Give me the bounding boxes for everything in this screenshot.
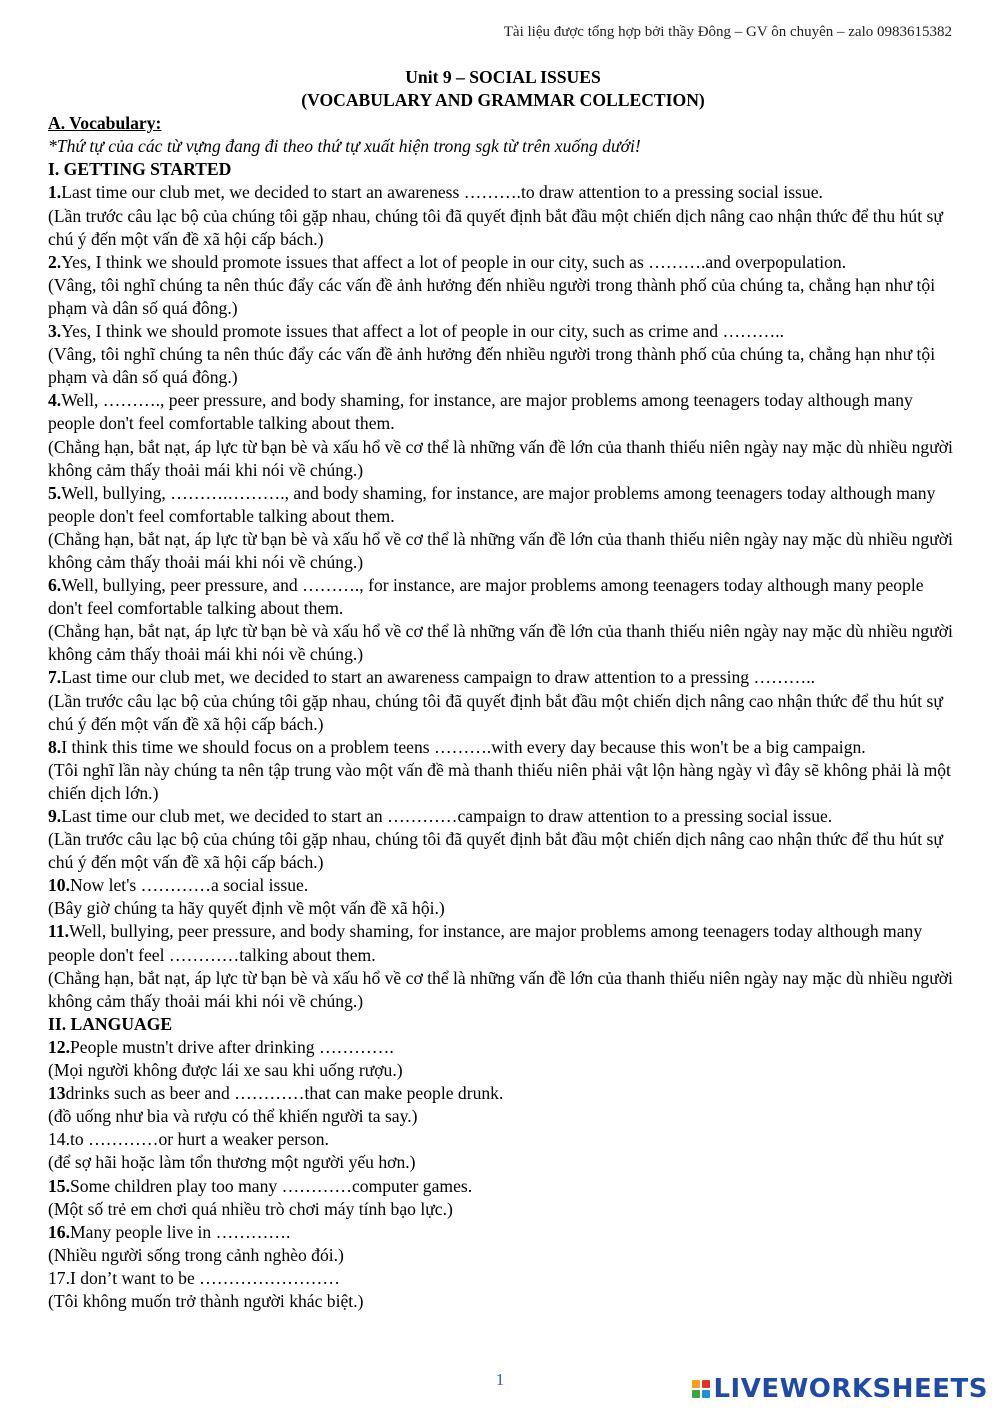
exercise-english: drinks such as beer and …………that can make people drunk. <box>65 1083 504 1104</box>
exercise-number: 4. <box>48 390 62 411</box>
exercise-item <box>48 666 958 735</box>
exercise-translation: (Lần trước câu lạc bộ của chúng tôi gặp nhau, chúng tôi đã quyết định bắt đầu một chiến dịch nâng cao nhận thức để thu hút sự chú ý đến một vấn đề xã hội cấp bách.) <box>48 205 943 249</box>
exercise-translation: (Lần trước câu lạc bộ của chúng tôi gặp nhau, chúng tôi đã quyết định bắt đầu một chiến dịch nâng cao nhận thức để thu hút sự chú ý đến một vấn đề xã hội cấp bách.) <box>48 829 943 873</box>
exercise-english: Last time our club met, we decided to start an awareness campaign to draw attention to a pressing ……….. <box>61 667 816 688</box>
exercise-english: Many people live in …………. <box>70 1221 291 1242</box>
exercise-sentence <box>48 1082 958 1105</box>
exercise-item <box>48 482 958 574</box>
exercise-translation: (Tôi không muốn trở thành người khác biệt.) <box>48 1290 364 1311</box>
exercise-sentence <box>48 736 958 759</box>
exercise-number: 5. <box>48 482 62 503</box>
exercise-sentence <box>48 251 958 274</box>
exercise-item <box>48 251 958 320</box>
exercise-number: 12. <box>48 1036 70 1057</box>
exercise-item <box>48 320 958 389</box>
exercise-number: 10. <box>48 875 70 896</box>
exercise-english: Well, bullying, ……….………., and body shaming, for instance, are major problems among teenagers today although many people don't feel comfortable talking about them. <box>48 482 936 526</box>
exercise-sentence <box>48 389 958 435</box>
exercise-item <box>48 1175 958 1221</box>
exercise-item <box>48 736 958 805</box>
section-a-heading: A. Vocabulary: <box>48 113 162 134</box>
exercise-translation: (Chẳng hạn, bắt nạt, áp lực từ bạn bè và xấu hổ về cơ thể là những vấn đề lớn của thanh thiếu niên ngày nay mặc dù nhiều người không cảm thấy thoải mái khi nói về chúng.) <box>48 436 953 480</box>
exercise-item <box>48 920 958 1012</box>
exercise-sentence <box>48 1128 958 1151</box>
logo-square-1 <box>692 1380 700 1388</box>
exercise-english: Some children play too many …………computer games. <box>70 1175 473 1196</box>
exercise-item <box>48 574 958 666</box>
exercise-item <box>48 1082 958 1128</box>
exercise-english: I don’t want to be …………………… <box>70 1267 340 1288</box>
logo-square-3 <box>692 1390 700 1398</box>
exercise-sentence <box>48 574 958 620</box>
page-number: 1 <box>495 1370 505 1389</box>
exercise-translation: (Vâng, tôi nghĩ chúng ta nên thúc đẩy các vấn đề ảnh hưởng đến nhiều người trong thành phố của chúng ta, chẳng hạn như tội phạm và dân số quá đông.) <box>48 344 936 388</box>
exercise-item <box>48 389 958 481</box>
exercise-english: Last time our club met, we decided to start an …………campaign to draw attention to a pressing social issue. <box>61 806 833 826</box>
exercise-english: Well, bullying, peer pressure, and ………., for instance, are major problems among teenagers today although many people don't feel comfortable talking about them. <box>48 575 924 619</box>
exercise-number: 14. <box>48 1129 70 1150</box>
logo-mark-icon <box>692 1380 710 1398</box>
exercise-english: Well, ………., peer pressure, and body shaming, for instance, are major problems among teenagers today although many people don't feel comfortable talking about them. <box>48 390 913 434</box>
exercise-item <box>48 1128 958 1174</box>
exercise-number: 2. <box>48 251 62 272</box>
language-list <box>48 1036 958 1313</box>
exercise-english: Well, bullying, peer pressure, and body shaming, for instance, are major problems among teenagers today although many people don't feel …………talking about them. <box>48 921 923 965</box>
exercise-sentence <box>48 1267 958 1290</box>
getting-started-heading: I. GETTING STARTED <box>48 159 232 180</box>
document-body <box>48 66 958 1313</box>
title-line-2: (VOCABULARY AND GRAMMAR COLLECTION) <box>301 90 705 111</box>
exercise-number: 11. <box>48 921 70 942</box>
exercise-item <box>48 874 958 920</box>
language-heading: II. LANGUAGE <box>48 1013 173 1034</box>
exercise-item <box>48 1267 958 1313</box>
exercise-number: 8. <box>48 736 62 757</box>
exercise-item <box>48 1036 958 1082</box>
exercise-english: Now let's …………a social issue. <box>70 875 309 896</box>
liveworksheets-logo <box>692 1374 988 1404</box>
exercise-english: Yes, I think we should promote issues that affect a lot of people in our city, such as ……….and overpopulation. <box>61 251 847 272</box>
exercise-sentence <box>48 874 958 897</box>
exercise-number: 7. <box>48 667 62 688</box>
exercise-sentence <box>48 1221 958 1244</box>
exercise-number: 16. <box>48 1221 70 1242</box>
exercise-translation: (Một số trẻ em chơi quá nhiều trò chơi máy tính bạo lực.) <box>48 1198 453 1219</box>
exercise-english: People mustn't drive after drinking …………. <box>70 1036 394 1057</box>
vocabulary-note: *Thứ tự của các từ vựng đang đi theo thứ tự xuất hiện trong sgk từ trên xuống dưới! <box>48 136 641 157</box>
exercise-sentence <box>48 1175 958 1198</box>
exercise-sentence <box>48 920 958 966</box>
exercise-sentence <box>48 181 958 204</box>
exercise-translation: (Mọi người không được lái xe sau khi uống rượu.) <box>48 1060 403 1081</box>
exercise-number: 9. <box>48 806 62 826</box>
exercise-english: to …………or hurt a weaker person. <box>70 1129 329 1150</box>
exercise-number: 3. <box>48 321 62 342</box>
exercise-translation: (Bây giờ chúng ta hãy quyết định về một vấn đề xã hội.) <box>48 898 445 919</box>
exercise-translation: (Chẳng hạn, bắt nạt, áp lực từ bạn bè và xấu hổ về cơ thể là những vấn đề lớn của thanh thiếu niên ngày nay mặc dù nhiều người không cảm thấy thoải mái khi nói về chúng.) <box>48 528 953 572</box>
logo-square-4 <box>702 1390 710 1398</box>
exercise-translation: (Vâng, tôi nghĩ chúng ta nên thúc đẩy các vấn đề ảnh hưởng đến nhiều người trong thành phố của chúng ta, chẳng hạn như tội phạm và dân số quá đông.) <box>48 274 936 318</box>
exercise-item <box>48 181 958 250</box>
exercise-sentence <box>48 482 958 528</box>
exercise-english: I think this time we should focus on a problem teens ……….with every day because this won't be a big campaign. <box>61 736 866 757</box>
exercise-number: 6. <box>48 575 62 596</box>
exercise-sentence <box>48 805 958 828</box>
exercise-translation: (Nhiều người sống trong cảnh nghèo đói.) <box>48 1244 344 1265</box>
logo-square-2 <box>702 1380 710 1388</box>
exercise-number: 17. <box>48 1267 70 1288</box>
exercise-number: 15. <box>48 1175 70 1196</box>
exercise-translation: (Tôi nghĩ lần này chúng ta nên tập trung vào một vấn đề mà thanh thiếu niên phải vật lộn hàng ngày vì đây sẽ không phải là một chiến dịch lớn.) <box>48 759 951 803</box>
exercise-translation: (đồ uống như bia và rượu có thể khiến người ta say.) <box>48 1106 418 1127</box>
exercise-item <box>48 805 958 874</box>
logo-text: LIVEWORKSHEETS <box>713 1374 988 1404</box>
exercise-sentence <box>48 666 958 689</box>
exercise-number: 1. <box>48 182 62 203</box>
exercise-sentence <box>48 1036 958 1059</box>
exercise-number: 13 <box>48 1083 66 1104</box>
title-line-1: Unit 9 – SOCIAL ISSUES <box>405 67 601 87</box>
exercise-item <box>48 1221 958 1267</box>
exercise-translation: (để sợ hãi hoặc làm tổn thương một người yếu hơn.) <box>48 1152 416 1173</box>
exercise-translation: (Chẳng hạn, bắt nạt, áp lực từ bạn bè và xấu hổ về cơ thể là những vấn đề lớn của thanh thiếu niên ngày nay mặc dù nhiều người không cảm thấy thoải mái khi nói về chúng.) <box>48 967 953 1011</box>
getting-started-list <box>48 181 958 1012</box>
exercise-translation: (Chẳng hạn, bắt nạt, áp lực từ bạn bè và xấu hổ về cơ thể là những vấn đề lớn của thanh thiếu niên ngày nay mặc dù nhiều người không cảm thấy thoải mái khi nói về chúng.) <box>48 621 953 665</box>
exercise-english: Yes, I think we should promote issues that affect a lot of people in our city, such as crime and ……….. <box>61 321 785 342</box>
header-note: Tài liệu được tổng hợp bởi thầy Đông – GV ôn chuyên – zalo 0983615382 <box>503 24 952 40</box>
exercise-translation: (Lần trước câu lạc bộ của chúng tôi gặp nhau, chúng tôi đã quyết định bắt đầu một chiến dịch nâng cao nhận thức để thu hút sự chú ý đến một vấn đề xã hội cấp bách.) <box>48 690 943 734</box>
exercise-sentence <box>48 320 958 343</box>
exercise-english: Last time our club met, we decided to start an awareness ……….to draw attention to a pressing social issue. <box>61 182 823 203</box>
